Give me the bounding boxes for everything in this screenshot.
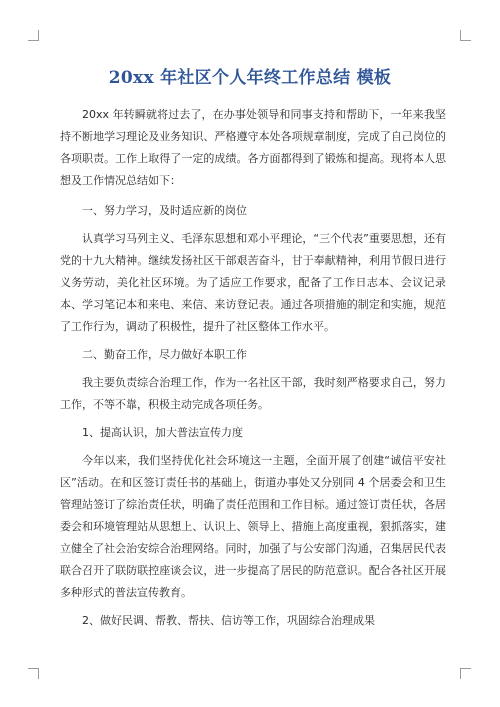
- section-heading-2: 二、勤奋工作，尽力做好本职工作: [82, 348, 247, 361]
- section-heading-1: 一、努力学习，及时适应新的岗位: [82, 204, 247, 217]
- crop-mark-top-left: [28, 30, 39, 41]
- paragraph-publicity: 今年以来，我们坚持优化社会环境这一主题，全面开展了创建“诚信平安社区”活动。在和区签订责任书的基础上，街道办事处又分别同 4 个居委会和卫生管理站签订了综治责任状，明确了责任范围和工作目标。通过签订责任状，各居委会和环境管理站从思想上、认识上、领导上、措施上高度重视，狠抓落实，建立健全了社会治安综合治理网络。同时，加强了与公安部门沟通，召集居民代表联合召开了联防联控座谈会议，进一步提高了居民的防范意识。配合各社区开展多种形式的普法宣传教育。: [60, 454, 446, 599]
- paragraph-intro: 20xx 年转瞬就将过去了，在办事处领导和同事支持和帮助下，一年来我坚持不断地学习理论及业务知识、严格遵守本处各项规章制度，完成了自己岗位的各项职责。工作上取得了一定的成绩。各方面都得到了锻炼和提高。现将本人思想及工作情况总结如下：: [60, 108, 446, 187]
- crop-mark-bottom-left: [28, 668, 39, 679]
- paragraph-study: 认真学习马列主义、毛泽东思想和邓小平理论，“三个代表”重要思想，还有党的十九大精神。继续发扬社区干部艰苦奋斗，甘于奉献精神，利用节假日进行义务劳动，美化社区环境。为了适应工作要求，配备了工作日志本、会议记录本、学习笔记本和来电、来信、来访登记表。通过各项措施的制定和实施，规范了工作行为，调动了积极性，提升了社区整体工作水平。: [60, 232, 446, 333]
- document-title: 20xx 年社区个人年终工作总结 模板: [108, 68, 392, 88]
- paragraph-duty: 我主要负责综合治理工作，作为一名社区干部，我时刻严格要求自己，努力工作，不等不靠，积极主动完成各项任务。: [60, 376, 446, 411]
- crop-mark-bottom-right: [460, 668, 471, 679]
- document-body: [60, 104, 446, 638]
- crop-mark-top-right: [460, 30, 471, 41]
- subsection-heading-1: 1、提高认识，加大普法宣传力度: [82, 426, 243, 439]
- subsection-heading-2: 2、做好民调、帮教、帮扶、信访等工作，巩固综合治理成果: [82, 614, 375, 627]
